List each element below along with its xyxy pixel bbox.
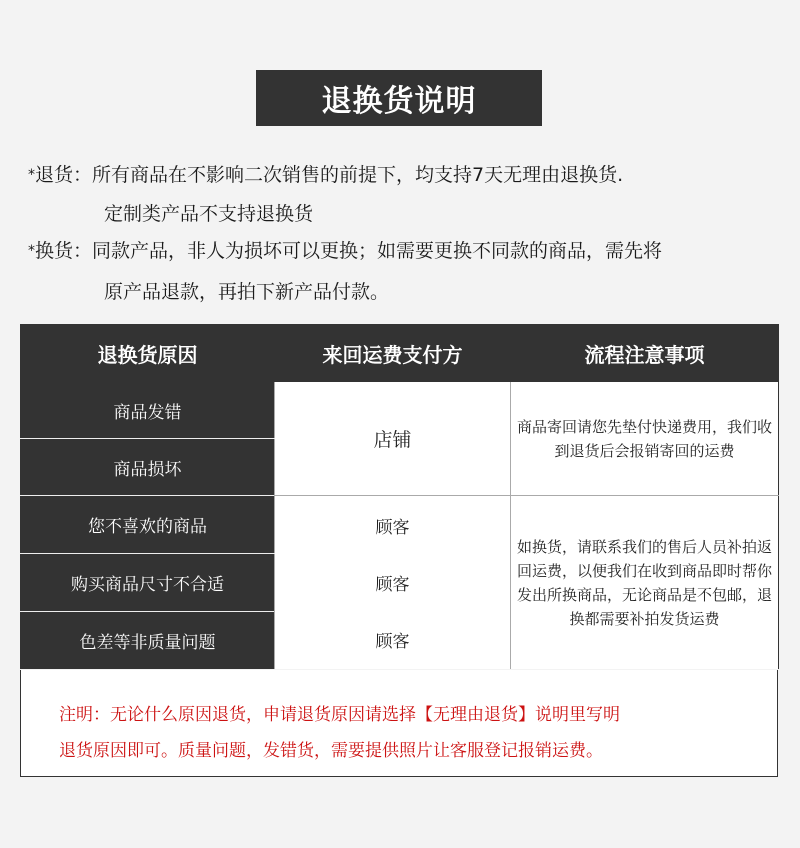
exchange-asterisk: * [28, 243, 35, 259]
table-row [21, 496, 779, 554]
header-reason: 退换货原因 [21, 325, 275, 382]
header-notes: 流程注意事项 [511, 325, 779, 382]
payer-cell-customer-group [275, 496, 511, 670]
reason-cell: 色差等非质量问题 [21, 612, 275, 670]
return-policy-line [28, 164, 623, 186]
exchange-label: 换货： [35, 240, 93, 262]
return-asterisk: * [28, 167, 35, 183]
reason-cell: 您不喜欢的商品 [21, 496, 275, 554]
footer-note-line: 注明：无论什么原因退货，申请退货原因请选择【无理由退货】说明里写明 [59, 705, 620, 725]
notes-cell: 如换货，请联系我们的售后人员补拍返回运费，以便我们在收到商品即时帮你发出所换商品，无论商品是不包邮，退换都需要补拍发货运费 [511, 496, 779, 670]
return-label: 退货： [35, 164, 93, 186]
payer-cell-store: 店铺 [275, 382, 511, 496]
notes-cell: 商品寄回请您先垫付快递费用，我们收到退货后会报销寄回的运费 [511, 382, 779, 496]
table-row [21, 382, 779, 439]
payer-customer: 顾客 [375, 574, 410, 595]
return-policy-line-2: 定制类产品不支持退换货 [104, 203, 314, 225]
return-text: 所有商品在不影响二次销售的前提下，均支持7天无理由退换货. [92, 164, 624, 186]
payer-customer: 顾客 [375, 517, 410, 538]
reason-cell: 商品损坏 [21, 439, 275, 496]
reason-cell: 购买商品尺寸不合适 [21, 554, 275, 612]
payer-customer: 顾客 [375, 632, 410, 653]
exchange-policy-line [28, 240, 662, 262]
page-title: 退换货说明 [256, 70, 542, 126]
reason-cell: 商品发错 [21, 382, 275, 439]
return-reasons-table [20, 324, 779, 669]
footer-note-box [20, 670, 778, 777]
table-header-row [21, 325, 779, 382]
exchange-text: 同款产品，非人为损坏可以更换；如需要更换不同款的商品，需先将 [92, 240, 663, 262]
header-payer: 来回运费支付方 [275, 325, 511, 382]
footer-note-line: 退货原因即可。质量问题，发错货，需要提供照片让客服登记报销运费。 [59, 741, 603, 761]
exchange-policy-line-2: 原产品退款，再拍下新产品付款。 [104, 281, 390, 303]
